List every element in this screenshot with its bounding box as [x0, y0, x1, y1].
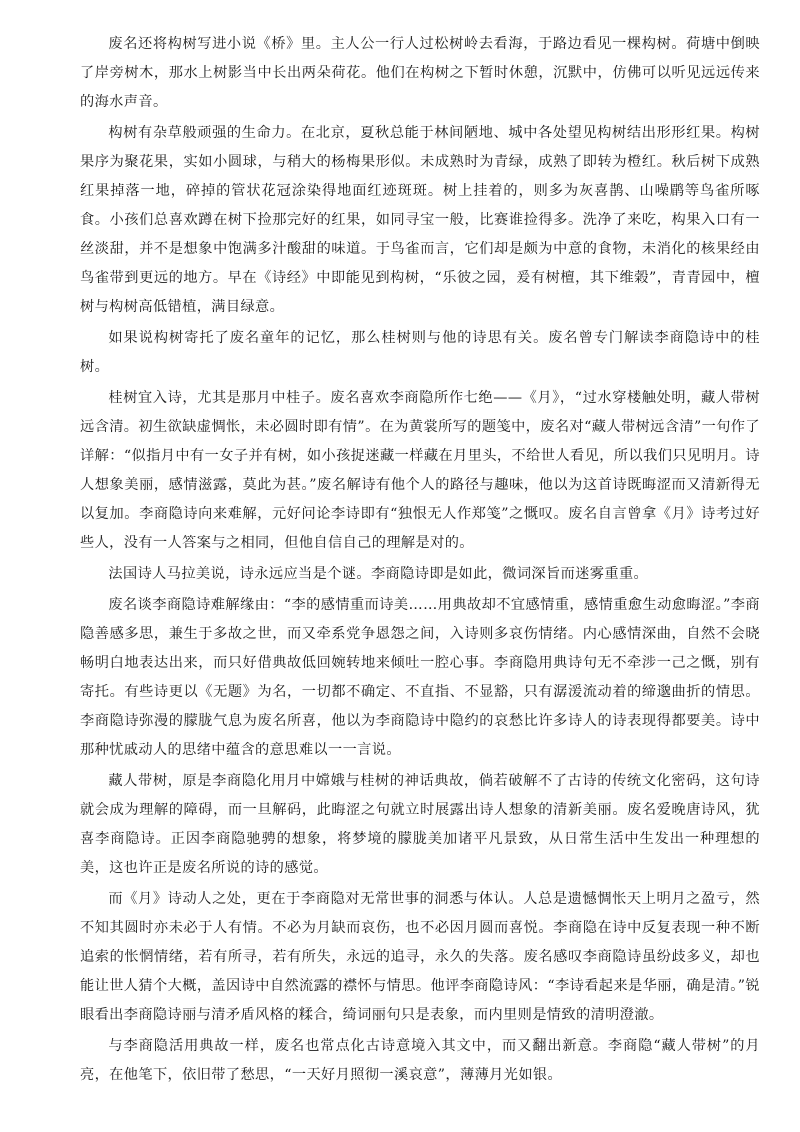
paragraph: 而《月》诗动人之处，更在于李商隐对无常世事的洞悉与体认。人总是遗憾惆怅天上明月之盈亏，然不知其圆时亦未必于人有情。不必为月缺而哀伤，也不必因月圆而喜悦。李商隐在诗中反复表现一种不断追索的怅惘情绪，若有所寻，若有所失，永远的追寻，永久的失落。废名感叹李商隐诗虽纷歧多义，却也能让世人猜个大概，盖因诗中自然流露的襟怀与情思。他评李商隐诗风：“李诗看起来是华丽，确是清。”锐眼看出李商隐诗丽与清矛盾风格的糅合，绮词丽句只是表象，而内里则是情致的清明澄澈。	[80, 891, 760, 1023]
paragraph: 与李商隐活用典故一样，废名也常点化古诗意境入其文中，而又翻出新意。李商隐“藏人带树”的月亮，在他笔下，依旧带了愁思，“一天好月照彻一溪哀意”，薄薄月光如银。	[80, 1038, 760, 1083]
paragraph: 法国诗人马拉美说，诗永远应当是个谜。李商隐诗即是如此，微词深旨而迷雾重重。	[108, 566, 649, 582]
paragraph: 藏人带树，原是李商隐化用月中嫦娥与桂树的神话典故，倘若破解不了古诗的传统文化密码，这句诗就会成为理解的障碍，而一旦解码，此晦涩之句就立时展露出诗人想象的清新美丽。废名爱晚唐诗风，犹喜李商隐诗。正因李商隐驰骋的想象，将梦境的朦胧美加诸平凡景致，从日常生活中生发出一种理想的美，这也许正是废名所说的诗的感觉。	[80, 773, 760, 876]
paragraph: 如果说构树寄托了废名童年的记忆，那么桂树则与他的诗思有关。废名曾专门解读李商隐诗中的桂树。	[80, 330, 760, 375]
article-body	[80, 30, 760, 1090]
paragraph: 废名谈李商隐诗难解缘由：“李的感情重而诗美……用典故却不宜感情重，感情重愈生动愈晦涩。”李商隐善感多思，兼生于多故之世，而又牵系党争恩怨之间，入诗则多哀伤情绪。内心感情深曲，自然不会晓畅明白地表达出来，而只好借典故低回婉转地来倾吐一腔心事。李商隐用典诗句无不牵涉一己之慨，别有寄托。有些诗更以《无题》为名，一切都不确定、不直指、不显豁，只有潺湲流动着的缔邈曲折的情思。李商隐诗弥漫的朦胧气息为废名所喜，他以为李商隐诗中隐约的哀愁比许多诗人的诗表现得都要美。诗中那种忧戚动人的思绪中蕴含的意思难以一一言说。	[80, 597, 760, 758]
paragraph: 构树有杂草般顽强的生命力。在北京，夏秋总能于林间陋地、城中各处望见构树结出形形红果。构树果序为聚花果，实如小圆球，与稍大的杨梅果形似。未成熟时为青绿，成熟了即转为橙红。秋后树下成熟红果掉落一地，碎掉的管状花冠涂染得地面红迹斑斑。树上挂着的，则多为灰喜鹊、山噪鹛等鸟雀所啄食。小孩们总喜欢蹲在树下捡那完好的红果，如同寻宝一般，比赛谁捡得多。洗净了来吃，构果入口有一丝淡甜，并不是想象中饱满多汁酸甜的味道。于鸟雀而言，它们却是颇为中意的食物，未消化的核果经由鸟雀带到更远的地方。早在《诗经》中即能见到构树，“乐彼之园，爰有树檀，其下维榖”，青青园中，檀树与构树高低错植，满目绿意。	[80, 125, 760, 315]
paragraph: 桂树宜入诗，尤其是那月中桂子。废名喜欢李商隐所作七绝——《月》，“过水穿楼触处明，藏人带树远含清。初生欲缺虚惆怅，未必圆时即有情”。在为黄裳所写的题笺中，废名对“藏人带树远含清”一句作了详解：“似指月中有一女子并有树，如小孩捉迷藏一样藏在月里头，不给世人看见，所以我们只见明月。诗人想象美丽，感情滋露，莫此为甚。”废名解诗有他个人的路径与趣味，他以为这首诗既晦涩而又清新得无以复加。李商隐诗向来难解，元好问论李诗即有“独恨无人作郑笺”之慨叹。废名自言曾拿《月》诗考过好些人，没有一人答案与之相同，但他自信自己的理解是对的。	[80, 390, 760, 551]
paragraph: 废名还将构树写进小说《桥》里。主人公一行人过松树岭去看海，于路边看见一棵构树。荷塘中倒映了岸旁树木，那水上树影当中长出两朵荷花。他们在构树之下暂时休憩，沉默中，仿佛可以听见远远传来的海水声音。	[80, 36, 760, 110]
